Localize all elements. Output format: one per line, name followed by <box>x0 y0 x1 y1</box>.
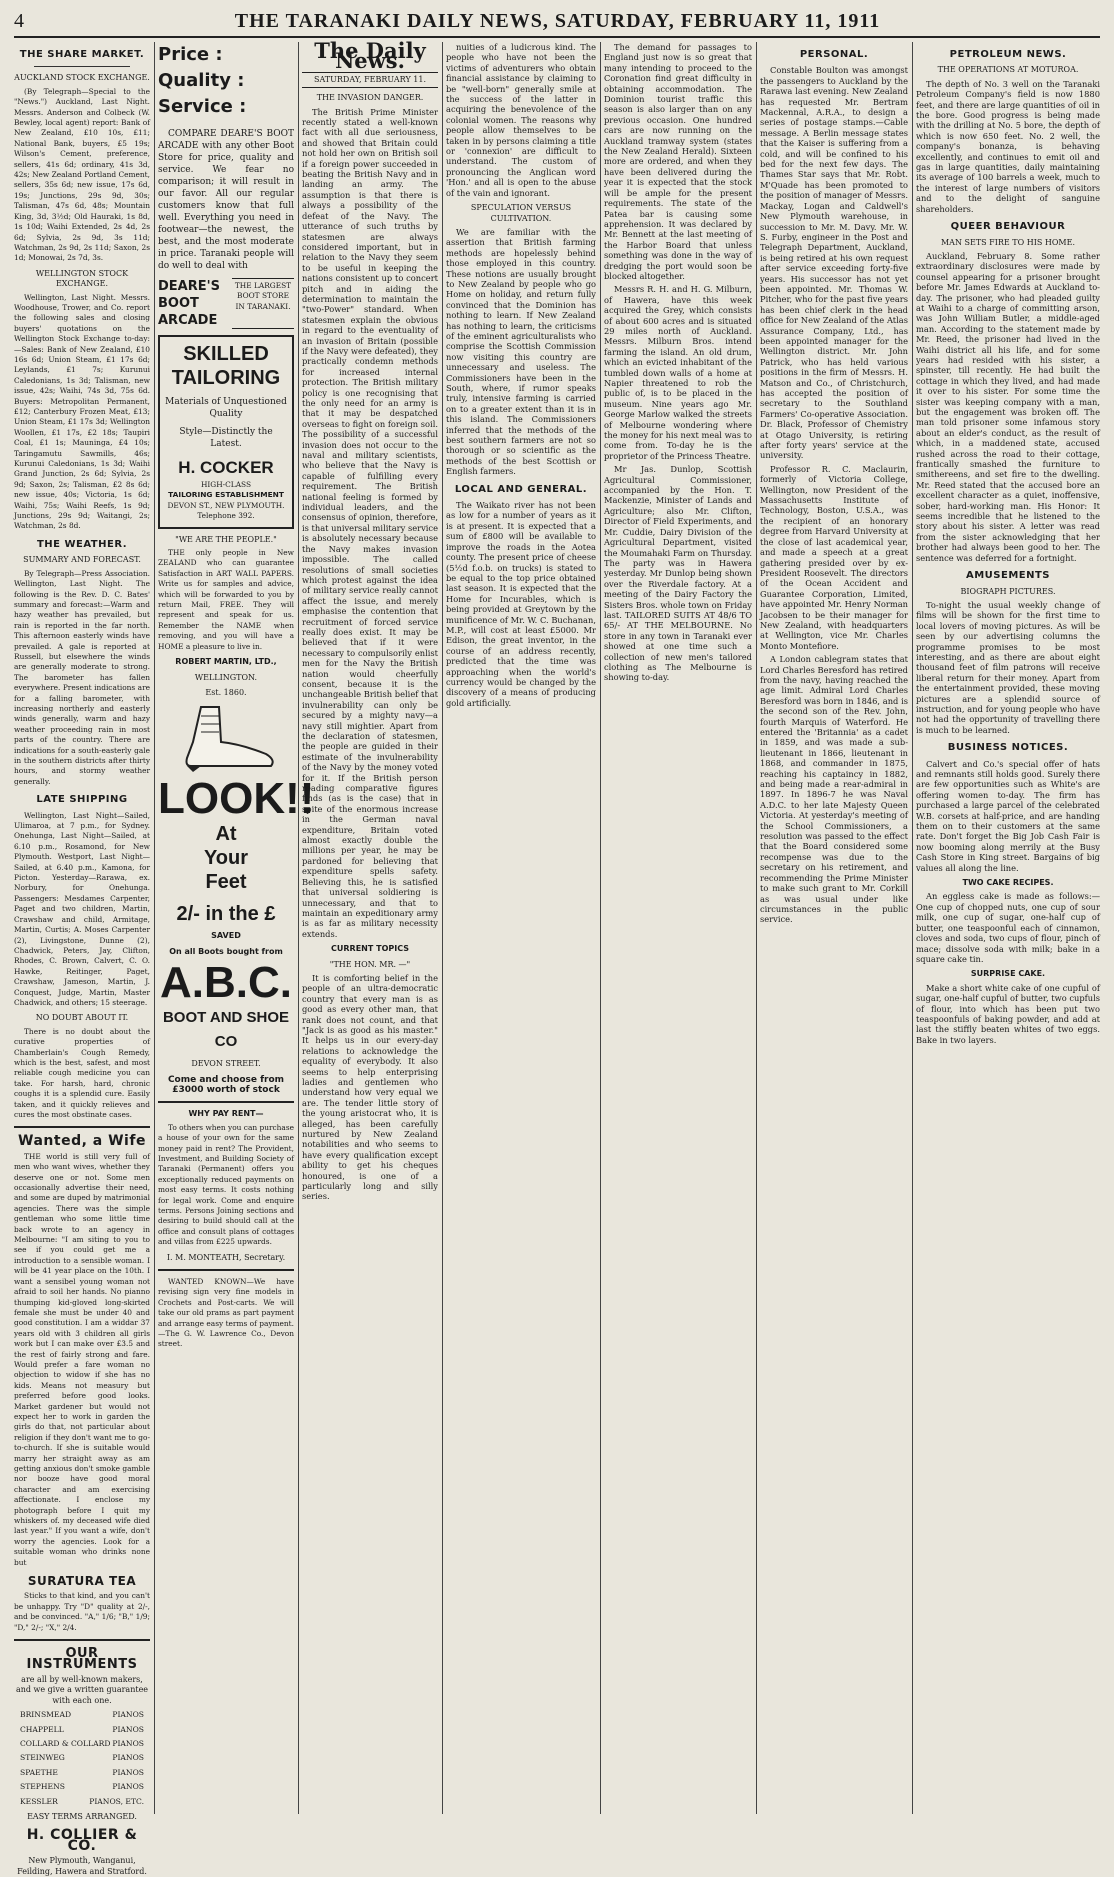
price-word: Price <box>158 44 210 65</box>
surprise-cake-text: Make a short white cake of one cupful of sugar, one-half cupful of butter, two cupfuls of flour, into which has been put two teaspoonfuls of baking powder, and add at last the stiffly beaten whites of two eggs. Bake in two layers. <box>916 982 1100 1045</box>
tailor-style: Style—Distinctly the Latest. <box>179 427 273 449</box>
instruments-subheading: are all by well-known makers, and we give a written guarantee with each one. <box>15 1674 149 1705</box>
look-feet: Feet <box>205 871 247 894</box>
page-number: 4 <box>14 9 25 32</box>
hon-mr-text: It is comforting belief in the people of an ultra-democratic country that every man is as good as every other man, that rank does not count, and that "Jack is as good as his master." It helps us in our every-day relations to acknowledge the equality of everybody. It also seems to help enterprising ladies and gentlemen who understand how very equal we are. The tender little story of the young aristocrat who, it is alleged, has been carefully nurtured by New Zealand notabilities and who seems to have every qualification except ability to get his cheques honoured, is one of a particularly long and silly series. <box>302 972 438 1202</box>
queer-behaviour-text: Auckland, February 8. Some rather extraordinary disclosures were made by counsel appearing for a prisoner brought before Mr. James Edwards at Auckland to-day. The prisoner, who had pleaded guilty at Waihi to a charge of committing arson, was John William Butler, a middle-aged man. According to the statement made by Mr. Reed, the prisoner had lived in the Waihi district all his life, and for some years had resided with his sister, a spinster, till recently. He had built the cottage in which they lived, and had made it over to his sister. For some time the sister was keeping company with a man, but the engagement was broken off. The man told prisoner some infamous story about an elder's conduct, as the result of which, in a maddened state, accused rushed across the road to their cottage, frantically smashed the furniture to smithereens, and set fire to the dwelling. Mr. Reed stated that the accused bore an excellent character as a quiet, inoffensive, sober, hard-working man. His Honor: It seems incredible that he listened to the story about his sister. A letter was read from the sister acknowledging that her brother had always been good to her. The sentence was deferred for a fortnight. <box>916 250 1100 563</box>
column-3 <box>302 38 438 1814</box>
column-7 <box>916 42 1100 1814</box>
shipping-text: Wellington, Last Night—Sailed, Ulimaroa, at 7 p.m., for Sydney. Onehunga, Last Night—Sailed, at 6.10 p.m., Rosamond, for New Plymouth. Westport, Last Night—Sailed, at 6.40 p.m., Kamona, for Picton. Yesterday—Rarawa, ex. Norbury, for Onehunga. Passengers: Mesdames Carpenter, Paget and two children, Martin, Crawshaw and child, Armitage, Martin, Curtis; A. Moses Carpenter (2), Livingstone, Dunne (2), Chadwick, Peters, Jay, Clifton, Rhodes, C. Brown, Calvert, C. O. Hawke, Reitinger, Paget, Crawshaw, Jameson, Martin, J. Conquest, Judge, Martin, Master Chadwick, and others; 15 steerage. <box>14 810 150 1007</box>
collier-name: H. COLLIER & CO. <box>26 1827 138 1854</box>
cocker-address: DEVON ST., NEW PLYMOUTH. <box>167 500 285 510</box>
abc-logo: A.B.C. <box>160 958 292 1008</box>
look-at: At <box>215 823 237 846</box>
business-notices-heading: BUSINESS NOTICES. <box>947 742 1069 754</box>
boot-illustration-icon <box>171 702 281 772</box>
share-market-heading: THE SHARE MARKET. <box>19 49 145 60</box>
weather-text: By Telegraph—Press Association. Wellington, Last Night. The following is the Rev. D. C. Bates' summary and forecast:—Warm and hazy weather has prevailed, but rain is reported in the far north. This afternoon easterly winds have prevailed. A gale is reported at Russell, but elsewhere the winds are generally moderate to strong. The barometer has fallen everywhere. Present indications are for a falling barometer, with increasing northerly and easterly winds generally, warm and hazy weather proceeding rain in most parts of the country. There are indications for a south-easterly gale in the southern districts after thirty hours, and stormy weather generally. <box>14 568 150 786</box>
column-6 <box>760 42 908 1814</box>
surprise-cake-heading: SURPRISE CAKE. <box>970 969 1046 979</box>
auckland-exchange-text: (By Telegraph—Special to the "News.") Auckland, Last Night. Messrs. Anderson and Colbeck (W. Bewley, local agent) report: Bank of New Zealand, £10 10s, £11; National Bank, buyers, £5 19s; Wilson's Cement, preference, sellers, 41s 6d; ordinary, 41s 3d, 42s; New Zealand Portland Cement, sellers, 35s 6d; new issue, 17s 6d, 19s; Junctions, 29s 9d, 30s; Talisman, 47s 6d, 48s; Mountain King, 3d, 3½d; Old Hauraki, 1s 8d, 1s 10d; Waihi Extended, 2s 4d, 2s 6d; Sylvia, 2s 9d, 3s 11d; Watchman, 2s 9d, 2s 11d; Saxon, 2s 1d; Monowai, 2s 7d, 3s. <box>14 86 150 263</box>
we-are-the-people-heading: "WE ARE THE PEOPLE." <box>175 534 277 544</box>
look-your: Your <box>203 847 249 870</box>
rent-heading: WHY PAY RENT— <box>188 1109 264 1119</box>
daily-news-logo: The Daily News. <box>314 38 426 74</box>
col5-bottom-text: Mr Jas. Dunlop, Scottish Agricultural Commissioner, accompanied by the Hon. T. Mackenzie, Minister of Lands and Agriculture; also Mr. Clifton, Director of Field Experiments, and Mr. Cuddie, Dairy Division of the Agricultural Department, visited the Moumahaki Farm on Thursday. The party was in Hawera yesterday. Mr Dunlop being shown over the Riverdale factory. At a meeting of the Dairy Factory the Sisters Bros. whole town on Friday last. TAILORED SUITS AT 48/6 TO 65/- AT THE MELBOURNE. No store in any town in Taranaki ever showed at one time such a collection of new men's tailored clothing as The Melbourne is showing to-day. <box>604 464 752 683</box>
invasion-text: The British Prime Minister recently stated a well-known fact with all due seriousness, and showed that Britain could not hold her own on British soil if a foreign power succeeded in beating the British Navy and in landing an army. The assumption is that there is always a possibility of the defeat of the Navy. The utterance of such truths by statesmen are always considered important, but in relation to the Navy they seem to be useful in keeping the nations consistent up to concert pitch and in aiding the determination to maintain the "two-Power" standard. When statesmen explain the obvious in regard to the eventuality of an invasion of Britain (possible if the Navy were defeated), they practically condemn methods for increased internal protection. The British military policy is one recognising that the only need for an army is that it may be despatched overseas to fight on foreign soil. The possibility of a successful invasion does not occur to the naval and military scientists, who believe that the Navy is capable of fulfilling every requirement. The British national feeling is formed by individual leaders, and the consensus of opinion, therefore, is that universal military service is absolutely necessary because the Navy makes invasion impossible. The called resolutions of small societies which protest against the idea of military service really cannot affect the issue, and merely emphasise the contention that recruitment of forced service really does exist. It may be believed that if it were necessary to compulsorily enlist men for the Navy the British nation would cheerfully consent, because it is the unchangeable British belief that invulnerability can only be secured by a mighty navy—a navy still mightier. Apart from the declaration of statesmen, the people are guided in their estimate of the invulnerability of the Navy by the money voted for it. If the British person reading comparative figures finds (as is the case) that in spite of the enormous increase in the German naval expenditure, Britain voted almost exactly double the millions per year, he may be pardoned for believing that expenditure spells safety. Believing this, he is satisfied that universal soldiering is unnecessary, and that to maintain an expeditionary army is as far as military necessity extends. <box>302 106 438 939</box>
local-general-heading: LOCAL AND GENERAL. <box>454 483 588 495</box>
personal-text: Constable Boulton was amongst the passengers to Auckland by the Rarawa last evening. New Zealand has requested Mr. Bertram Mackennal, A.R.A., to design a series of postage stamps.—Cable message. A Berlin message states that the Kaiser is suffering from a cold, and will be confined to his bed for the next few days. The Thames Star says that Mr. Robt. M'Quade has been promoted to the position of manager of Messrs. Mackay, Logan and Caldwell's New Plymouth warehouse, in succession to Mr. M. Davy. Mr. W. S. Furby, engineer in the Post and Telegraph Department, Auckland, is being retired at his own request after service exceeding forty-five years. His successor has not yet been appointed. Mr. Thomas W. Pitcher, who for the past five years has been chief clerk in the head office for New Zealand of the Atlas Assurance Company, Ltd., has been appointed manager for the Wellington district. Mr. John Patrick, who has held various positions in the firm of Messrs. H. Matson and Co., of Christchurch, has accepted the position of secretary to the Southland Farmers' Co-operative Association. Dr. Black, Professor of Chemistry at Otago University, is retiring after forty years' service at the university. <box>760 65 908 461</box>
price-quality-service-ad: Price : Quality : Service : <box>158 44 247 117</box>
editorial-dateline: SATURDAY, FEBRUARY 11. <box>302 72 438 88</box>
piano-row: SPAETHE PIANOS <box>20 1767 144 1777</box>
personal-bottom-text: A London cablegram states that Lord Charles Beresford has retired from the navy, having reached the age limit. Admiral Lord Charles Beresford was born in 1846, and is the second son of the Rev. John, fourth Marquis of Waterford. He entered the 'Britannia' as a cadet in 1859, and was made a sub-lieutenant in 1866, lieutenant in 1868, and commander in 1875, reaching his captaincy in 1882, and being made a rear-admiral in 1897. In 1896-7 he was Naval A.D.C. to her late Majesty Queen Victoria. At yesterday's meeting of the School Commissioners, a resolution was passed to the effect that the Board considered some recompense was due to the secretary on his retirement, and recommending the Prime Minister to make such grant to Mr. Corkill as was usual under like circumstances in the public service. <box>760 654 908 925</box>
we-are-the-people-text: THE only people in New ZEALAND who can guarantee Satisfaction in ART WALL PAPERS. Write us for samples and advice, which will be forwarded to you by return Mail, FREE. They will represent and speak for us. Remember the NAME when removing, and you will have a HOME a pleasure to live in. <box>158 548 294 651</box>
cocker-telephone: Telephone 392. <box>197 511 255 521</box>
robert-martin-city: WELLINGTON. <box>194 672 258 682</box>
moturoa-heading: THE OPERATIONS AT MOTUROA. <box>937 65 1079 75</box>
suratura-tea-heading: SURATURA TEA <box>27 1574 137 1589</box>
cake-recipes-text: An eggless cake is made as follows:—One cup of chopped nuts, one cup of sour milk, one cup of sugar, one-half cup of butter, one teaspoonful each of cinnamon, cloves and soda, two cups of flour, pinch of mace; dissolve soda with milk; bake in a square cake tin. <box>916 891 1100 964</box>
deares-name: DEARE'S BOOT ARCADE <box>158 279 220 328</box>
abc-on-all: On all Boots bought from <box>169 946 283 956</box>
skilled-tailoring-heading: SKILLED TAILORING <box>171 343 281 389</box>
piano-row: STEINWEG PIANOS <box>20 1753 144 1763</box>
rent-text: To others when you can purchase a house of your own for the same money paid in rent? The Provident, Investment, and Building Society of Taranaki (Permanent) offers you exceptionally reduced payments on most easy terms. It costs nothing for legal work. Come and enquire terms. Persons Joining sections and desiring to build should call at the office and consult plans of cottages and villas from £225 upwards. <box>158 1122 294 1247</box>
column-4 <box>446 42 596 1814</box>
abc-address: DEVON STREET. <box>191 1059 261 1069</box>
invasion-heading: THE INVASION DANGER. <box>316 93 424 103</box>
wanted-wife-text: THE world is still very full of men who want wives, whether they deserve one or not. Some men occasionally advertise their need, and some are duped by matrimonial agencies. There was the simple gentleman who some little time back wrote to an agency in Melbourne: "I am siting to you to see if you could get me a introduction to a sensible woman. I will be 41 year place on the 10th. I want a sensibel young woman not afraid to soil her hands. No pianno thumping kid-gloved long-skirted female she must be under 40 and good constitution. I am a widdar 37 years old with 3 children all girls work but I can make over £3.5 and the rest of fairly strong and fare. Would prefer a fare woman no objection to widow if she has no kids. Means not measury but preferred before good looks. Market gardener but would not expect her to work in garden the girls do that, not particular about religion if they don't want me to go-to-church. If she is suitable would marry her straight away as am getting anxious don't smoke gamble nor booze have good moral character and am exercising affectionate. I enclose my photograph before I quit my whiskers of. my deceased wife died last year." If you want a wife, don't worry the agencies. Look for a suitable woman who drinks none but <box>14 1151 150 1567</box>
column-5 <box>604 42 752 1814</box>
quality-word: Quality <box>158 70 231 91</box>
col4-top-text: nuities of a ludicrous kind. The people who have not been the victims of adventurers who obtain financial assistance by claiming to be "well-born" generally smile at the success of the latter in acquiring the benevolence of the colonial women. The reasons why people allow themselves to be taken in by persons claiming a title or 'connexion' are difficult to understand. The custom of pronouncing the Anglican word 'Hon.' and all is open to the abuse of the vain and ignorant. <box>446 42 596 198</box>
masthead <box>14 10 1100 32</box>
auckland-exchange-heading: AUCKLAND STOCK EXCHANGE. <box>14 73 150 83</box>
column-2 <box>158 42 315 1814</box>
biograph-heading: BIOGRAPH PICTURES. <box>960 586 1056 596</box>
easy-terms: EASY TERMS ARRANGED. <box>27 1811 137 1821</box>
cocker-tailoring-ad <box>158 335 294 529</box>
column-rule <box>298 42 299 1814</box>
personal-heading: PERSONAL. <box>799 49 869 60</box>
queer-behaviour-subheading: MAN SETS FIRE TO HIS HOME. <box>940 237 1075 247</box>
abc-saved: SAVED <box>211 931 241 941</box>
instruments-heading: OUR INSTRUMENTS <box>26 1646 138 1672</box>
no-doubt-text: There is no doubt about the curative properties of Chamberlain's Cough Remedy, which is the best, safest, and most reliable cough medicine you can take. For harsh, hard, chronic coughs it is a splendid cure. Easily taken, and it quickly relieves and cures the most obstinate cases. <box>14 1026 150 1119</box>
collier-address: New Plymouth, Wanganui, Feilding, Hawera and Stratford. <box>17 1856 147 1876</box>
monteath-signature: I. M. MONTEATH, Secretary. <box>166 1252 286 1262</box>
masthead-rule <box>14 36 1100 38</box>
shipping-heading: LATE SHIPPING <box>36 794 128 806</box>
cake-recipes-heading: TWO CAKE RECIPES. <box>962 878 1054 888</box>
abc-saving: 2/- in the £ <box>176 903 276 926</box>
cocker-name: H. COCKER <box>178 458 274 477</box>
column-rule <box>442 42 443 1814</box>
speculation-text: We are familiar with the assertion that British farming methods are hopelessly behind those employed in this country. These notions are usually brought to New Zealand by people who go Home on holiday, and return fully convinced that the Dominion has nothing to learn. If New Zealand has nothing to learn, the criticisms of the eminent agriculturalists who comprise the Scottish Commission now visiting this country are unnecessary and useless. The Commissioners have been in the South, where, if rumor speaks truly, intensive farming is carried on to a greater extent than it is in this island. The Commissioners inferred that the methods of the best southern farmers are not so thorough or so scientific as the methods of the best Scottish or English farmers. <box>446 226 596 477</box>
column-rule <box>912 42 913 1814</box>
queer-behaviour-heading: QUEER BEHAVIOUR <box>950 221 1066 233</box>
suratura-tea-text: Sticks to that kind, and you can't be unhappy. Try "D" quality at 2/-, and be convinced. "A," 1/6; "B," 1/9; "D," 2/-; "X," 2/4. <box>14 1591 150 1632</box>
column-rule <box>756 42 757 1814</box>
speculation-heading: SPECULATION VERSUS CULTIVATION. <box>470 203 572 223</box>
service-word: Service <box>158 96 233 117</box>
robert-martin: ROBERT MARTIN, LTD., <box>175 657 277 667</box>
business-notices-text: Calvert and Co.'s special offer of hats and remnants still holds good. Surely there are few opportunities such as White's are offering women to-day. The firm has purchased a large parcel of the celebrated W.B. corsets at half-price, and are handing them on to their customers at the same rate. Don't forget the Big Job Cash Fair is now booming along merrily at the Busy Cash Store in King street. Bargains of big values all along the line. <box>916 758 1100 873</box>
col5-top-text: The demand for passages to England just now is so great that many intending to proceed to the Coronation find great difficulty in obtaining accommodation. The Dominion tourist traffic this season is also larger than on any previous occasion. One hundred cars are now running on the Auckland tramway system (states the New Zealand Herald). Sixteen more are ordered, and when they have been delivered during the year it is expected that the stock will be ample for the present requirements. The state of the Patea bar is causing some apprehension. It was declared by Mr. Bennett at the last meeting of the Harbor Board that unless something was done in the way of dredging the port would soon be blocked altogether. <box>604 42 752 281</box>
wellington-exchange-heading: WELLINGTON STOCK EXCHANGE. <box>35 268 129 289</box>
weather-heading: THE WEATHER. <box>36 538 128 550</box>
robert-martin-est: Est. 1860. <box>205 687 247 697</box>
look-heading: LOOK!! <box>158 774 315 824</box>
piano-row: STEPHENS PIANOS <box>20 1782 144 1792</box>
personal-mid-text: Professor R. C. Maclaurin, formerly of Victoria College, Wellington, now President of the Massachusetts Institute of Technology, Boston, U.S.A., was the recipient of an honorary degree from Harvard University at the close of last academical year, and made a speech at a great gathering presided over by ex-President Roosevelt. The directors of the Ocean Accident and Guarantee Corporation, Limited, have appointed Mr. Henry Norman Jacobsen to be their manager for New Zealand, with headquarters at Wellington, vice Mr. Charles Monto Montefiore. <box>760 463 908 651</box>
cocker-sub1: HIGH-CLASS <box>200 480 252 489</box>
piano-row: KESSLER PIANOS, ETC. <box>20 1796 144 1806</box>
moturoa-text: The depth of No. 3 well on the Taranaki Petroleum Company's field is now 1880 feet, and there are large quantities of oil in the bore. Good progress is being made with the drilling at No. 5 bore, the depth of which is now 650 feet. No. 2 well, the company's bonanza, is behaving excellently, and continues to emit oil and gas in large quantities, daily maintaining its average of 100 barrels a week, much to the interest of large numbers of visitors and to the delight of sanguine shareholders. <box>916 78 1100 214</box>
column-1 <box>14 42 150 1876</box>
amusements-text: To-night the usual weekly change of films will be shown for the first time to local lovers of moving pictures. As will be seen by our advertising columns the programme promises to be most interesting, and as there are about eight thousand feet of film patrons will receive liberal return for their money. Apart from the entertainment provided, these moving pictures are a splendid source of instruction, and for young people who have not had the opportunity of travelling there is much to be learned. <box>916 599 1100 735</box>
deares-tagline: THE LARGEST BOOT STORE IN TARANAKI. <box>232 278 294 329</box>
weather-subheading: SUMMARY AND FORECAST. <box>23 555 141 565</box>
tailor-materials: Materials of Unquestioned Quality <box>165 397 287 419</box>
local-general-text: The Waikato river has not been as low for a number of years as it is at present. It is expected that a sum of £800 will be available to improve the roads in the Aotea county. The present price of cheese (5½d f.o.b. on trucks) is stated to be equal to the top price obtained last season. It is expected that the Home for Incurables, which is being provided at Greytown by the munificence of Mr. W. C. Buchanan, M.P., will cost at least £5000. Mr Edison, the great inventor, in the course of an address recently, predicted that the time was approaching when the world's currency would be changed by the discovery of a means of producing gold artificially. <box>446 500 596 708</box>
column-rule <box>154 42 155 1814</box>
petroleum-heading: PETROLEUM NEWS. <box>949 49 1067 60</box>
cocker-sub2: TAILORING ESTABLISHMENT <box>168 490 284 500</box>
newspaper-title: THE TARANAKI DAILY NEWS, SATURDAY, FEBRUARY 11, 1911 <box>234 9 881 32</box>
no-doubt-heading: NO DOUBT ABOUT IT. <box>35 1013 129 1023</box>
hon-mr-heading: "THE HON. MR. —" <box>329 959 411 969</box>
piano-row: BRINSMEAD PIANOS <box>20 1710 144 1720</box>
column-rule <box>600 42 601 1814</box>
col5-mid-text: Messrs R. H. and H. G. Milburn, of Hawera, have this week acquired the Grey, which consists of about 600 acres and is situated 29 miles north of Auckland. Messrs. Milburn Bros. intend farming the island. An old drum, which an evicted inhabitant of the tumbled down walls of a home at Napier threatened to rob the public of, is to be placed in the museum. Nine years ago Mr. George Marlow walked the streets of Melbourne wondering where the money for his next meal was to come from. To-day he is the proprietor of the Princess Theatre. <box>604 284 752 461</box>
piano-row: COLLARD & COLLARD PIANOS <box>20 1738 144 1748</box>
wellington-exchange-text: Wellington, Last Night. Messrs. Woodhouse, Trower, and Co. report the following sales and closing buyers' quotations on the Wellington Stock Exchange to-day:—Sales: Bank of New Zealand, £10 16s 6d; Union Steam, £1 17s 6d; Leylands, £1 7s; Kurunui Caledonians, 1s 3d; Talisman, new issue, 42s; Waihi, 74s 3d, 75s 6d. Buyers: Metropolitan Permanent, £12; Canterbury Frozen Meat, £13; Union Steam, £1 17s 3d; Wellington Woollen, £1 17s, £2 18s; Taupiri Coal, £1 1s; Mauninga, £4 10s; Taringamutu Sawmills, 46s; Kurunui Caledonians, 1s 3d; Waihi Grand Junction, 2s 6d; Sylvia, 2s 9d; Saxon, 2s; Talisman, £2 8s 6d; new issue, 40s; Victoria, 1s 6d; Waihi, 75s; Waihi Reefs, 1s 9d; Junctions, 29s 9d; Waitangi, 2s; Watchman, 2s 8d. <box>14 292 150 531</box>
abc-name: BOOT AND SHOE CO <box>162 1009 290 1051</box>
abc-choose: Come and choose from £3000 worth of stock <box>167 1074 285 1095</box>
wanted-known-text: WANTED KNOWN—We have revising sign very fine models in Crochets and Post-carts. We will take our old prams as part payment and arrange easy terms of payment.—The G. W. Lawrence Co., Devon street. <box>158 1277 294 1349</box>
deares-ad-text: COMPARE DEARE'S BOOT ARCADE with any other Boot Store for price, quality and service. We fear no comparison; it will result in our favor. All our regular customers know that full well. Everything you need in footwear—the newest, the best, and the most moderate in price. Taranaki people will do well to deal with <box>158 129 294 271</box>
wanted-wife-heading: Wanted, a Wife <box>18 1133 146 1150</box>
current-topics-heading: CURRENT TOPICS <box>331 944 409 954</box>
piano-row: CHAPPELL PIANOS <box>20 1724 144 1734</box>
amusements-heading: AMUSEMENTS <box>965 570 1051 582</box>
